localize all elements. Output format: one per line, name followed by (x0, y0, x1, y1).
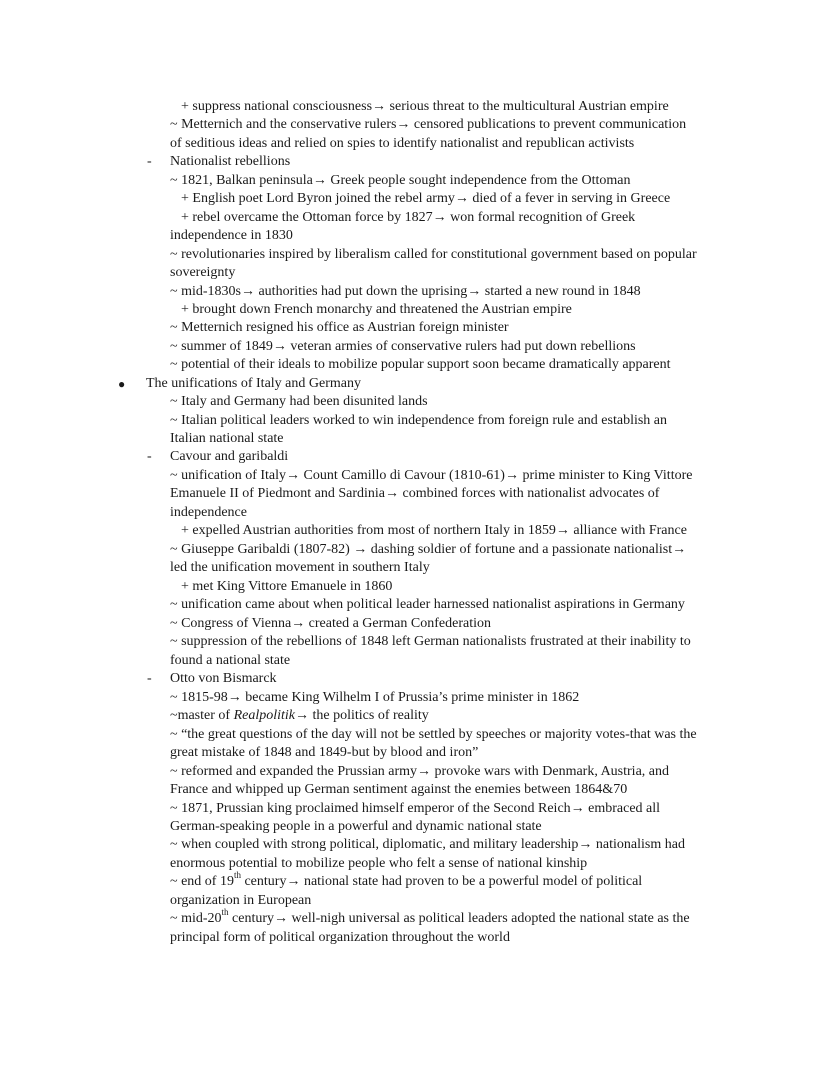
note-line: + suppress national consciousness→ serious threat to the multicultural Austrian empire (181, 99, 669, 114)
note-line: ~ Italy and Germany had been disunited lands (170, 394, 428, 409)
note-line-20th-century (170, 907, 690, 928)
note-line: ~ Congress of Vienna→ created a German Confederation (170, 616, 491, 631)
note-line: Italian national state (170, 431, 284, 446)
subheading: Nationalist rebellions (170, 154, 291, 169)
note-line: ~ 1821, Balkan peninsula→ Greek people sought independence from the Ottoman (170, 173, 631, 188)
dash-marker: - (147, 154, 152, 169)
note-line: ~ unification came about when political leader harnessed nationalist aspirations in Germany (170, 597, 685, 612)
note-line: France and whipped up German sentiment against the enemies between 1864&70 (170, 782, 628, 797)
realpolitik-suffix: → the politics of reality (295, 708, 429, 723)
note-line: ~ revolutionaries inspired by liberalism called for constitutional government based on popular (170, 247, 697, 262)
note-line: German-speaking people in a powerful and dynamic national state (170, 819, 542, 834)
note-line: ~ “the great questions of the day will not be settled by speeches or majority votes-that was the (170, 727, 697, 742)
note-line: Emanuele II of Piedmont and Sardinia→ combined forces with nationalist advocates of (170, 486, 660, 501)
realpolitik-prefix: ~master of (170, 708, 234, 723)
note-line: ~ reformed and expanded the Prussian army→ provoke wars with Denmark, Austria, and (170, 764, 669, 779)
note-line: + expelled Austrian authorities from most of northern Italy in 1859→ alliance with France (181, 523, 687, 538)
dash-marker: - (147, 449, 152, 464)
century-19-prefix: ~ end of 19 (170, 874, 234, 889)
note-line-19th-century (170, 870, 643, 891)
section-heading: The unifications of Italy and Germany (146, 376, 361, 391)
note-line: ~ unification of Italy→ Count Camillo di Cavour (1810-61)→ prime minister to King Vittore (170, 468, 693, 483)
century-20-prefix: ~ mid-20 (170, 911, 222, 926)
note-line: ~ summer of 1849→ veteran armies of conservative rulers had put down rebellions (170, 339, 636, 354)
note-line: independence (170, 505, 247, 520)
note-line: enormous potential to mobilize people who felt a sense of national kinship (170, 856, 588, 871)
realpolitik-term: Realpolitik (233, 708, 295, 723)
note-line: ~ potential of their ideals to mobilize popular support soon became dramatically apparent (170, 357, 671, 372)
century-19-sup: th (233, 870, 241, 881)
note-line: ~ when coupled with strong political, diplomatic, and military leadership→ nationalism had (170, 837, 685, 852)
note-line: great mistake of 1848 and 1849-but by blood and iron” (170, 745, 479, 760)
note-line: ~ Giuseppe Garibaldi (1807-82) → dashing soldier of fortune and a passionate nationalist→ (170, 542, 687, 557)
note-line: ~ suppression of the rebellions of 1848 left German nationalists frustrated at their inability to (170, 634, 691, 649)
note-line: + English poet Lord Byron joined the rebel army→ died of a fever in serving in Greece (181, 191, 671, 206)
century-20-sup: th (221, 907, 229, 918)
note-line: principal form of political organization throughout the world (170, 930, 510, 945)
note-line: ~ 1815-98→ became King Wilhelm I of Prussia’s prime minister in 1862 (170, 690, 580, 705)
subheading: Otto von Bismarck (170, 671, 277, 686)
note-line: organization in European (170, 893, 312, 908)
note-line: sovereignty (170, 265, 236, 280)
note-line: ~ mid-1830s→ authorities had put down the uprising→ started a new round in 1848 (170, 284, 641, 299)
note-line: of seditious ideas and relied on spies to identify nationalist and republican activists (170, 136, 635, 151)
century-19-suffix: century→ national state had proven to be a powerful model of political (240, 874, 643, 889)
note-line: independence in 1830 (170, 228, 293, 243)
dash-marker: - (147, 671, 152, 686)
note-line: ~ 1871, Prussian king proclaimed himself emperor of the Second Reich→ embraced all (170, 801, 661, 816)
bullet-marker: ● (118, 377, 126, 391)
note-line: led the unification movement in southern Italy (170, 560, 430, 575)
century-20-suffix: century→ well-nigh universal as political leaders adopted the national state as the (228, 911, 690, 926)
note-line: + rebel overcame the Ottoman force by 1827→ won formal recognition of Greek (181, 210, 636, 225)
note-line: + met King Vittore Emanuele in 1860 (181, 579, 393, 594)
subheading: Cavour and garibaldi (170, 449, 289, 464)
note-line: ~ Metternich resigned his office as Austrian foreign minister (170, 320, 509, 335)
note-line: found a national state (170, 653, 291, 668)
note-line: ~ Italian political leaders worked to win independence from foreign rule and establish an (170, 413, 668, 428)
note-line: ~ Metternich and the conservative rulers→ censored publications to prevent communication (170, 117, 687, 132)
note-line-realpolitik (170, 707, 429, 725)
note-line: + brought down French monarchy and threatened the Austrian empire (181, 302, 572, 317)
